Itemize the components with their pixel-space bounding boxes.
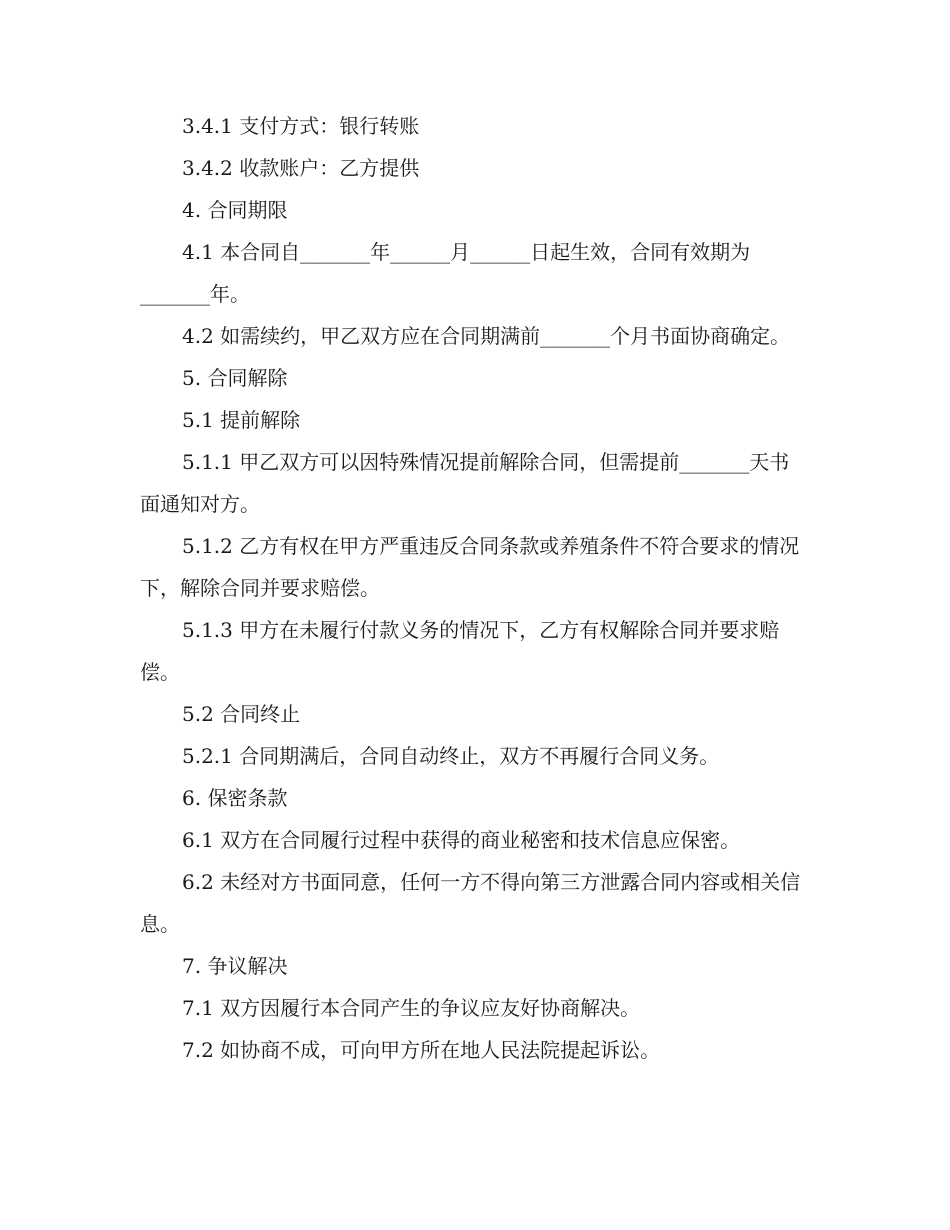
document-body — [140, 105, 805, 1071]
section-7-heading: 7. 争议解决 — [182, 954, 288, 978]
clause-5-1-3: 5.1.3 甲方在未履行付款义务的情况下，乙方有权解除合同并要求赔偿。 — [140, 618, 780, 684]
clause-5-1-1: 5.1.1 甲乙双方可以因特殊情况提前解除合同，但需提前_______天书面通知对方。 — [140, 450, 790, 516]
clause-5-2: 5.2 合同终止 — [182, 702, 301, 726]
section-4-heading: 4. 合同期限 — [182, 198, 288, 222]
clause-5-2-1: 5.2.1 合同期满后，合同自动终止，双方不再履行合同义务。 — [182, 744, 720, 768]
clause-3-4-2: 3.4.2 收款账户：乙方提供 — [182, 156, 420, 180]
clause-4-1: 4.1 本合同自_______年______月______日起生效，合同有效期为_______年。 — [140, 240, 751, 306]
clause-5-1: 5.1 提前解除 — [182, 408, 301, 432]
clause-4-2: 4.2 如需续约，甲乙双方应在合同期满前_______个月书面协商确定。 — [182, 324, 791, 348]
clause-7-1: 7.1 双方因履行本合同产生的争议应友好协商解决。 — [182, 996, 641, 1020]
clause-7-2: 7.2 如协商不成，可向甲方所在地人民法院提起诉讼。 — [182, 1038, 661, 1062]
clause-6-1: 6.1 双方在合同履行过程中获得的商业秘密和技术信息应保密。 — [182, 828, 741, 852]
clause-5-1-2: 5.1.2 乙方有权在甲方严重违反合同条款或养殖条件不符合要求的情况下，解除合同并要求赔偿。 — [140, 534, 800, 600]
section-6-heading: 6. 保密条款 — [182, 786, 288, 810]
clause-6-2: 6.2 未经对方书面同意，任何一方不得向第三方泄露合同内容或相关信息。 — [140, 870, 801, 936]
clause-3-4-1: 3.4.1 支付方式：银行转账 — [182, 114, 420, 138]
section-5-heading: 5. 合同解除 — [182, 366, 288, 390]
